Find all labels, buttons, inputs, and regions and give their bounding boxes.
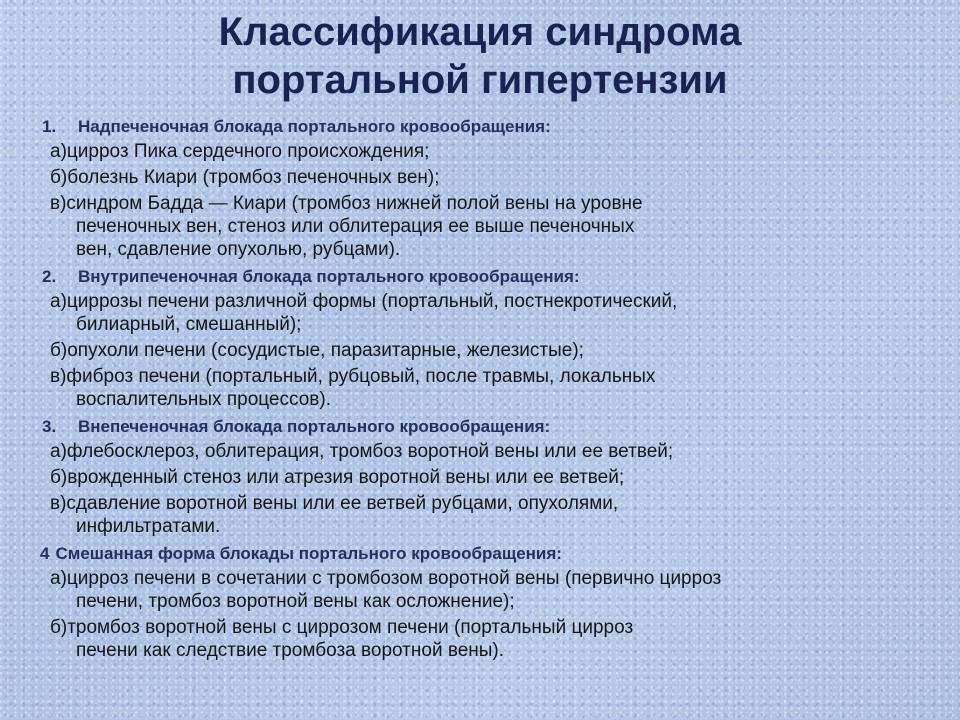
section-heading	[36, 264, 936, 290]
item-text: а)флебосклероз, облитерация, тромбоз воротной вены или ее ветвей;	[50, 441, 674, 462]
item-text-continued: инфильтратами.	[76, 516, 221, 537]
list-item	[36, 166, 936, 189]
item-text-continued: вен, сдавление опухолью, рубцами).	[76, 239, 401, 260]
item-text: б)болезнь Киари (тромбоз печеночных вен);	[50, 167, 440, 188]
item-text-continued: билиарный, смешанный);	[76, 314, 302, 335]
section-heading	[36, 541, 936, 567]
list-item	[36, 365, 936, 411]
item-text-continued: воспалительных процессов).	[76, 389, 331, 410]
section-heading	[36, 414, 936, 440]
section-title: Внепеченочная блокада портального кровообращения:	[78, 417, 551, 436]
page-title	[0, 8, 960, 104]
item-text: а)цирроз Пика сердечного происхождения;	[50, 141, 430, 162]
section-title: Надпеченочная блокада портального кровообращения:	[78, 117, 551, 136]
item-text: а)цирроз печени в сочетании с тромбозом воротной вены (первично цирроз	[50, 568, 722, 589]
classification-list	[36, 114, 936, 665]
list-item	[36, 616, 936, 662]
title-line-2: портальной гипертензии	[232, 58, 728, 102]
section-number: 3.	[42, 417, 57, 436]
item-text: б)тромбоз воротной вены с циррозом печени (портальный цирроз	[50, 617, 634, 638]
section-title: Смешанная форма блокады портального кровообращения:	[55, 544, 562, 563]
list-item	[36, 290, 936, 336]
item-text: б)опухоли печени (сосудистые, паразитарные, железистые);	[50, 340, 584, 361]
item-text-continued: печени, тромбоз воротной вены как осложнение);	[76, 591, 515, 612]
item-text: а)циррозы печени различной формы (портальный, постнекротический,	[50, 291, 678, 312]
list-item	[36, 440, 936, 463]
item-text: в)фиброз печени (портальный, рубцовый, после травмы, локальных	[50, 366, 656, 387]
section-number: 1.	[42, 117, 57, 136]
list-item	[36, 492, 936, 538]
section-number: 4	[40, 544, 50, 563]
list-item	[36, 192, 936, 261]
list-item	[36, 140, 936, 163]
item-text-continued: печеночных вен, стеноз или облитерация ее выше печеночных	[76, 216, 635, 237]
item-text: в)синдром Бадда — Киари (тромбоз нижней полой вены на уровне	[50, 193, 643, 214]
list-item	[36, 466, 936, 489]
item-text-continued: печени как следствие тромбоза воротной вены).	[76, 640, 505, 661]
list-item	[36, 567, 936, 613]
section-heading	[36, 114, 936, 140]
section-number: 2.	[42, 267, 57, 286]
item-text: б)врожденный стеноз или атрезия воротной вены или ее ветвей;	[50, 467, 625, 488]
title-line-1: Классификация синдрома	[218, 10, 742, 54]
list-item	[36, 339, 936, 362]
item-text: в)сдавление воротной вены или ее ветвей рубцами, опухолями,	[50, 493, 619, 514]
section-title: Внутрипеченочная блокада портального кровообращения:	[78, 267, 580, 286]
